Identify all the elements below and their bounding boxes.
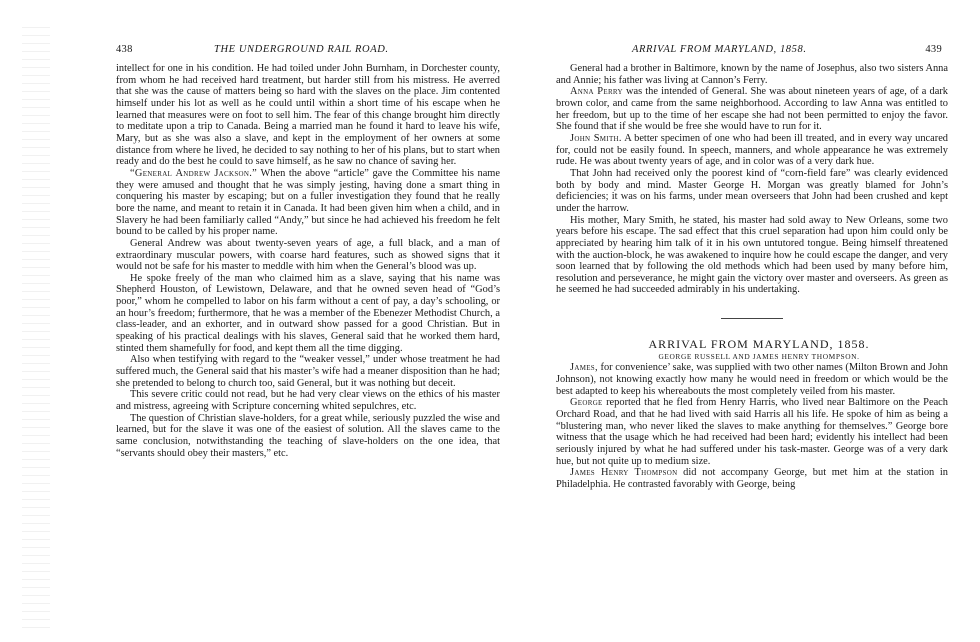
right-page-number: 439 bbox=[925, 44, 942, 55]
paragraph-text: He spoke freely of the man who claimed him as a slave, saying that his name was Shepherd Houston, of Lewistown, Delaware, and that he owned seven head of “God’s poor,” whom he compelled to labor on his farm without a cent of pay, a day’s schooling, or an hour’s freedom; furthermore, that he was a member of the Ebenezer Methodist Church, a class-leader, and an exhorter, and in outward show passed for a good Christian. But in speaking of his practical dealings with his slaves, General said that he worked them hard, stinted them shamefully for food, and kept them all the time digging. bbox=[116, 272, 500, 354]
left-running-head bbox=[72, 44, 500, 60]
scan-edge-marks bbox=[22, 20, 50, 630]
paragraph-lead: Anna Perry bbox=[570, 86, 623, 98]
section-title: ARRIVAL FROM MARYLAND, 1858. bbox=[648, 337, 870, 352]
paragraph-lead: James, bbox=[570, 362, 598, 374]
paragraph-text: This severe critic could not read, but he had very clear views on the ethics of his master and mistress, agreeing with Scripture concerning whited sepulchres, etc. bbox=[116, 389, 500, 413]
paragraph bbox=[116, 354, 500, 389]
paragraph bbox=[116, 413, 500, 460]
paragraph bbox=[556, 86, 948, 133]
paragraph-text: did not accompany George, but met him at the station in Philadelphia. He contrasted favorably with George, being bbox=[556, 467, 948, 490]
paragraph-text: His mother, Mary Smith, he stated, his master had sold away to New Orleans, some two years before his escape. The sad effect that this cruel separation had upon him could only be appreciated by hearing him talk of it in his own untutored tongue. Being himself threatened with the auction-block, he was awakened to inquire how he could escape the danger, and very soon learned that by following the old methods which had been used by many before him, resolution and perseverance, he might gain the victory over master and overseers. As green as he seemed he had succeeded admirably in his undertaking. bbox=[556, 214, 948, 296]
paragraph bbox=[556, 133, 948, 168]
paragraph-text: That John had received only the poorest kind of “corn-field fare” was clearly evidenced both by body and mind. Master George H. Morgan was greatly blamed for John’s deficiencies; it was on his farms, under mean overseers that John had been crushed and kept under the harrow. bbox=[556, 167, 948, 214]
paragraph-lead: George bbox=[570, 397, 603, 409]
paragraph-text: When the above “article” gave the Committee his name they were amused and thought that he was simply jesting, having done a smart thing in conquering his master by escaping; but on a fuller investigation they found that he really bore the name, and meant to retain it in Canada. It had been given him when a child, and in Slavery he had been familiarly called “Andy,” but since he had achieved his freedom he felt bound to be called by his proper name. bbox=[116, 167, 501, 238]
paragraph bbox=[116, 273, 500, 355]
paragraph bbox=[116, 238, 500, 273]
paragraph bbox=[556, 467, 948, 490]
paragraph-lead: “General Andrew Jackson.” bbox=[130, 167, 258, 179]
right-running-title: ARRIVAL FROM MARYLAND, 1858. bbox=[632, 44, 807, 55]
paragraph bbox=[116, 63, 500, 168]
paragraph bbox=[556, 397, 948, 467]
paragraph-text: intellect for one in his condition. He had toiled under John Burnham, in Dorchester county, from whom he had received hard treatment, but harder still from his mistress. He averred that she was the cause of matters being so hard with the slaves on the place. Jim contented himself under his lot as well as he could until within a short time of his escape when he learned that measures were on foot to sell him. The fear of this change brought him directly to meditate upon a trip to Canada. Being a married man he found it hard to leave his wife, Mary, but as she was also a slave, and kept in the employment of her owners at some distance from where he lived, he decided to say nothing to her of his plans, but to start when ready and do the best he could to save himself, as he saw no chance of saving her. bbox=[116, 63, 500, 168]
paragraph-lead: John Smith. bbox=[570, 132, 622, 144]
paragraph bbox=[556, 215, 948, 297]
paragraph bbox=[556, 63, 948, 86]
paragraph-lead: James Henry Thompson bbox=[570, 467, 678, 479]
right-body-text bbox=[556, 63, 948, 491]
paragraph-text: General had a brother in Baltimore, known by the name of Josephus, also two sisters Anna and Annie; his father was living at Cannon’s Ferry. bbox=[556, 63, 948, 86]
right-running-head bbox=[544, 44, 958, 60]
paragraph bbox=[116, 389, 500, 412]
right-page bbox=[544, 0, 958, 642]
paragraph-text: reported that he fled from Henry Harris, who lived near Baltimore on the Peach Orchard Road, and that he had lived with said Harris all his life. He spoke of him as being a “blustering man, who never liked the slaves to make anything for themselves.” George bore witness that the usage which he had received had been hard; evidently his intellect had been seriously injured by what he had suffered under his task-master. George was of a very dark hue, but not quite up to medium size. bbox=[556, 397, 948, 467]
paragraph-text: for convenience’ sake, was supplied with two other names (Milton Brown and John Johnson), not knowing exactly how many he would need in freedom or which would be the best adapted to keep his whereabouts the most completely veiled from his master. bbox=[556, 362, 948, 397]
paragraph-text: General Andrew was about twenty-seven years of age, a full black, and a man of extraordinary muscular powers, with coarse hard features, such as showed signs that it would not be safe for his master to meddle with him when the General’s blood was up. bbox=[116, 237, 500, 273]
section-divider bbox=[721, 318, 783, 319]
left-body-text bbox=[116, 63, 500, 459]
section-subtitle: GEORGE RUSSELL AND JAMES HENRY THOMPSON. bbox=[658, 351, 860, 361]
paragraph-text: Also when testifying with regard to the “weaker vessel,” under whose treatment he had suffered much, the General said that his master’s wife had a meaner disposition than he had; she pretended to belong to church too, said General, but it was nothing but deceit. bbox=[116, 354, 500, 389]
paragraph bbox=[556, 362, 948, 397]
paragraph-text: The question of Christian slave-holders, for a great while, seriously puzzled the wise and learned, but for the slave it was one of the easiest of solution. All the slaves came to the same conclusion, notwithstanding the teaching of slave-holders on the one idea, that “servants should obey their masters,” etc. bbox=[116, 412, 500, 459]
left-running-title: THE UNDERGROUND RAIL ROAD. bbox=[214, 44, 389, 55]
paragraph-text: A better specimen of one who had been ill treated, and in every way uncared for, could not be easily found. In speech, manners, and whole appearance he was extremely rude. He was about twenty years of age, and in color was of a very dark hue. bbox=[556, 132, 948, 168]
paragraph bbox=[116, 168, 500, 238]
paragraph bbox=[556, 168, 948, 215]
paragraph-text: was the intended of General. She was about nineteen years of age, of a dark brown color, and came from the same neighborhood. According to law Anna was entitled to her freedom, but up to the time of her escape she had not been permitted to enjoy the favor. She found that if she would be free she would have to run for it. bbox=[556, 86, 948, 133]
left-page-number: 438 bbox=[116, 44, 133, 55]
left-page bbox=[72, 0, 500, 642]
